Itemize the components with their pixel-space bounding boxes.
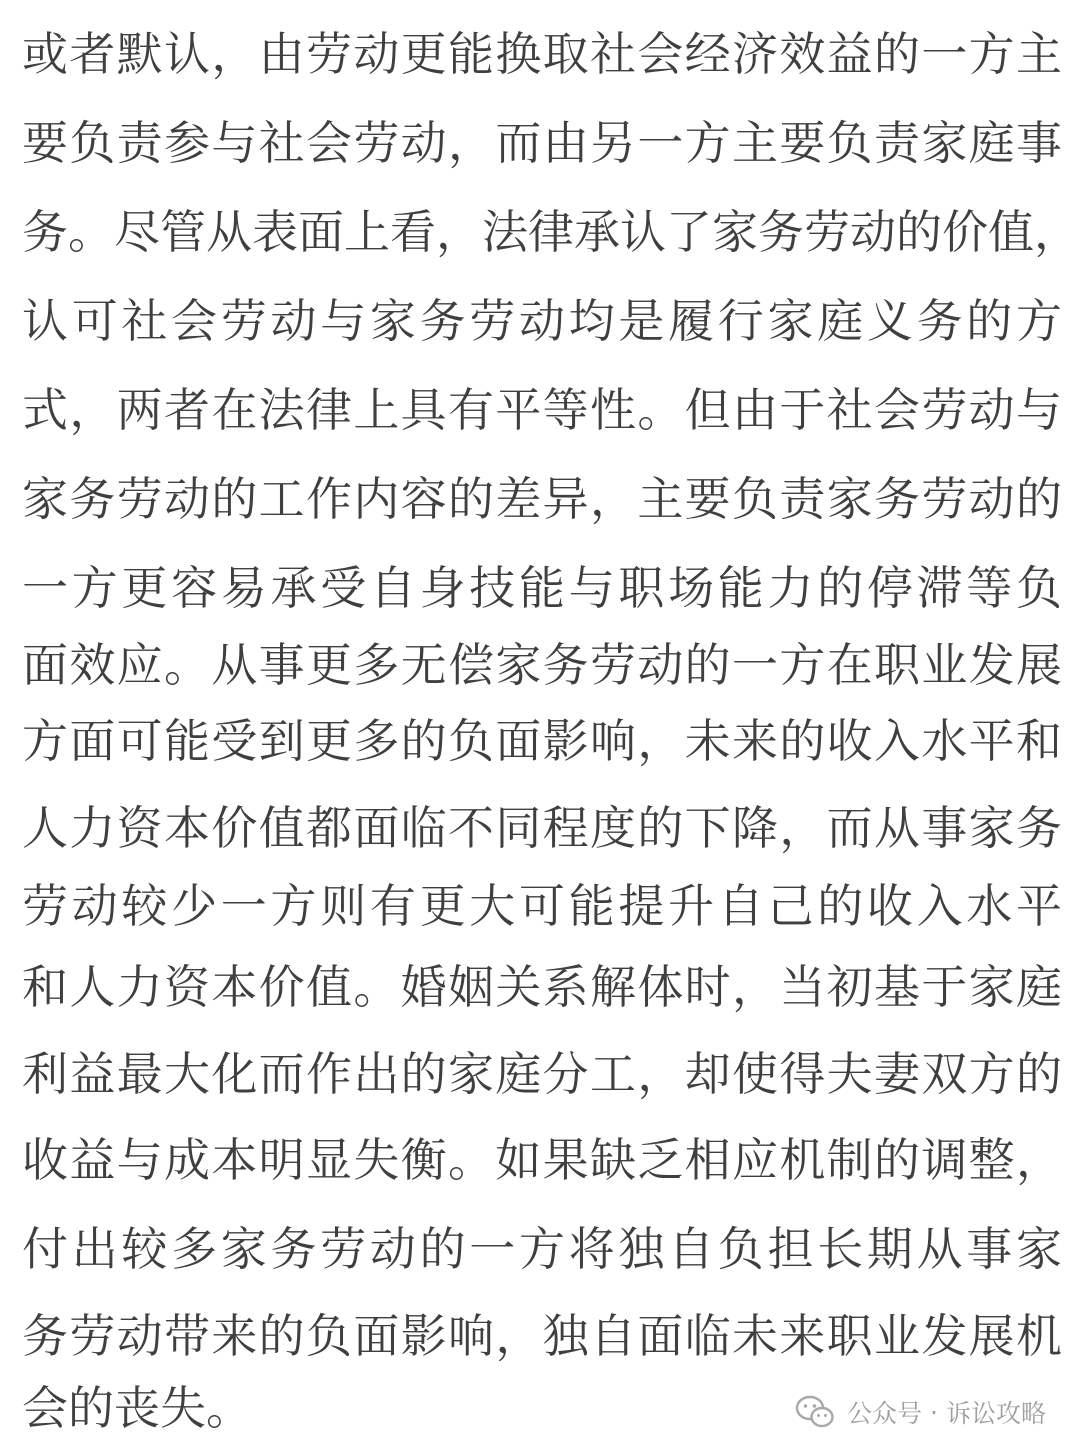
wechat-watermark bbox=[795, 1384, 1046, 1440]
text-line: 面效应。从事更多无偿家务劳动的一方在职业发展 bbox=[22, 638, 1062, 692]
text-line: 付出较多家务劳动的一方将独自负担长期从事家 bbox=[22, 1222, 1062, 1276]
wechat-icon bbox=[795, 1395, 835, 1429]
text-line: 一方更容易承受自身技能与职场能力的停滞等负 bbox=[22, 561, 1062, 615]
watermark-prefix: 公众号 bbox=[847, 1399, 923, 1428]
text-line: 务劳动带来的负面影响，独自面临未来职业发展机 bbox=[22, 1309, 1062, 1363]
text-line: 或者默认，由劳动更能换取社会经济效益的一方主 bbox=[22, 27, 1062, 81]
text-line: 会的丧失。 bbox=[22, 1381, 252, 1435]
text-line: 家务劳动的工作内容的差异，主要负责家务劳动的 bbox=[22, 472, 1062, 526]
text-line: 务。尽管从表面上看，法律承认了家务劳动的价值， bbox=[22, 205, 1080, 259]
text-line: 方面可能受到更多的负面影响，未来的收入水平和 bbox=[22, 714, 1062, 768]
text-line: 要负责参与社会劳动，而由另一方主要负责家庭事 bbox=[22, 116, 1062, 170]
text-line: 人力资本价值都面临不同程度的下降，而从事家务 bbox=[22, 801, 1062, 855]
watermark-account: 诉讼攻略 bbox=[945, 1399, 1046, 1428]
text-line: 认可社会劳动与家务劳动均是履行家庭义务的方 bbox=[22, 294, 1062, 348]
text-line: 和人力资本价值。婚姻关系解体时，当初基于家庭 bbox=[22, 960, 1062, 1014]
text-line: 利益最大化而作出的家庭分工，却使得夫妻双方的 bbox=[22, 1047, 1062, 1101]
text-line: 式，两者在法律上具有平等性。但由于社会劳动与 bbox=[22, 383, 1062, 437]
watermark-separator: · bbox=[930, 1397, 938, 1427]
text-line: 劳动较少一方则有更大可能提升自己的收入水平 bbox=[22, 879, 1062, 933]
text-line: 收益与成本明显失衡。如果缺乏相应机制的调整， bbox=[22, 1133, 1062, 1187]
